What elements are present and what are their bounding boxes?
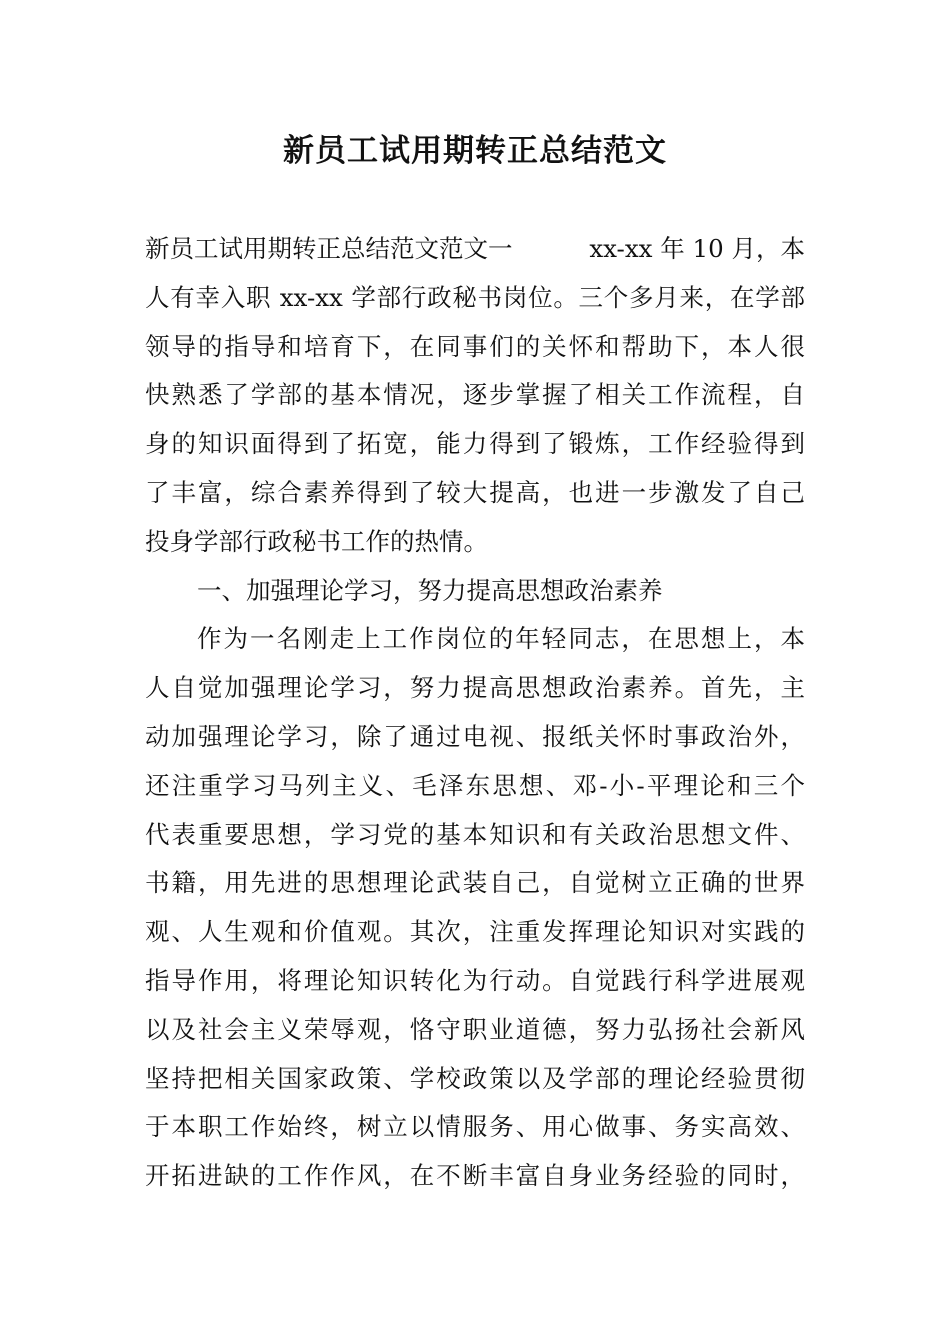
intro-line-1 [145, 225, 805, 274]
intro-line: 了丰富，综合素养得到了较大提高，也进一步激发了自己 [145, 477, 805, 507]
document-body [145, 225, 805, 1201]
section1-line: 于本职工作始终，树立以情服务、用心做事、务实高效、 [145, 1112, 805, 1142]
intro-line-1-left: 新员工试用期转正总结范文范文一 [145, 234, 513, 263]
section1-line: 指导作用，将理论知识转化为行动。自觉践行科学进展观 [145, 965, 805, 995]
section1-line: 作为一名刚走上工作岗位的年轻同志，在思想上，本 [197, 624, 805, 654]
section1-line: 人自觉加强理论学习，努力提高思想政治素养。首先，主 [145, 673, 805, 703]
section1-line: 以及社会主义荣辱观，恪守职业道德，努力弘扬社会新风 [145, 1014, 805, 1044]
intro-line: 身的知识面得到了拓宽，能力得到了锻炼，工作经验得到 [145, 429, 805, 459]
intro-line: 领导的指导和培育下，在同事们的关怀和帮助下，本人很 [145, 331, 805, 361]
intro-line: 人有幸入职 xx-xx 学部行政秘书岗位。三个多月来，在学部 [145, 282, 805, 312]
intro-line: 投身学部行政秘书工作的热情。 [145, 526, 488, 556]
intro-line: 快熟悉了学部的基本情况，逐步掌握了相关工作流程，自 [145, 380, 805, 410]
section1-line: 还注重学习马列主义、毛泽东思想、邓-小-平理论和三个 [145, 770, 805, 800]
section1-line: 开拓进缺的工作作风，在不断丰富自身业务经验的同时， [145, 1161, 805, 1191]
section1-line: 坚持把相关国家政策、学校政策以及学部的理论经验贯彻 [145, 1063, 805, 1093]
section1-line: 动加强理论学习，除了通过电视、报纸关怀时事政治外， [145, 721, 805, 751]
section1-line: 观、人生观和价值观。其次，注重发挥理论知识对实践的 [145, 917, 805, 947]
section-heading-1: 一、加强理论学习，努力提高思想政治素养 [197, 575, 663, 605]
intro-line-1-right: xx-xx 年 10 月，本 [589, 234, 805, 263]
section1-line: 书籍，用先进的思想理论武装自己，自觉树立正确的世界 [145, 868, 805, 898]
document-title: 新员工试用期转正总结范文 [283, 133, 667, 169]
section1-line: 代表重要思想，学习党的基本知识和有关政治思想文件、 [145, 819, 805, 849]
